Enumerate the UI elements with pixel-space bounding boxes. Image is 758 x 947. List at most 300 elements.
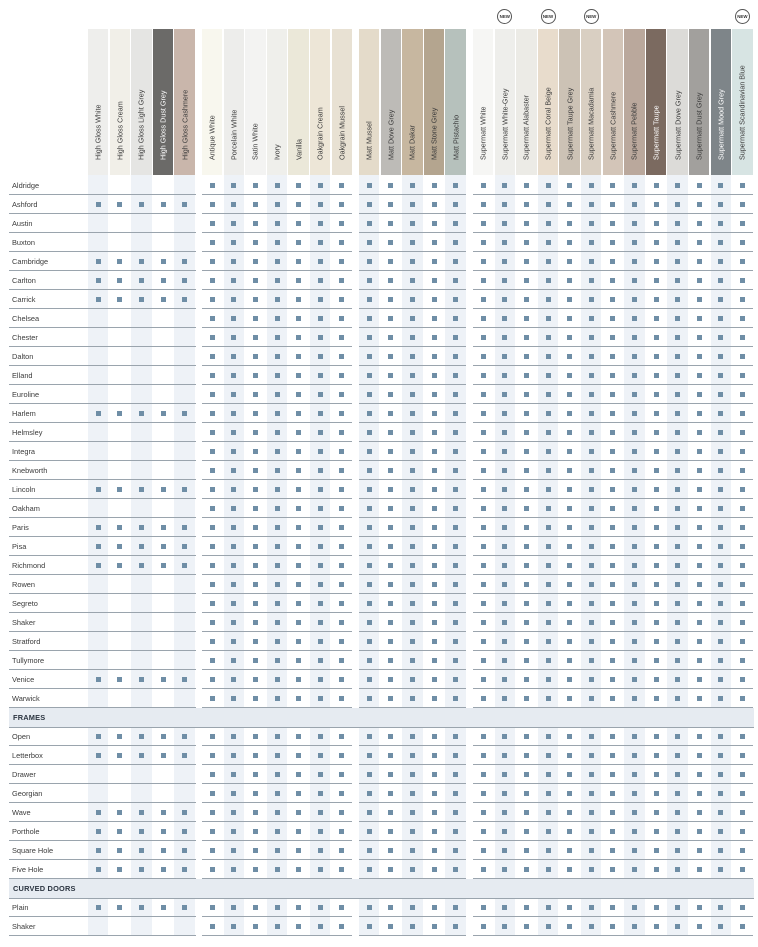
availability-dot xyxy=(502,924,507,929)
availability-dot xyxy=(567,259,572,264)
availability-dot xyxy=(182,525,187,530)
availability-dot xyxy=(253,525,258,530)
availability-dot xyxy=(296,905,301,910)
availability-dot xyxy=(740,791,745,796)
availability-dot xyxy=(96,734,101,739)
availability-dot xyxy=(339,924,344,929)
row-divider xyxy=(473,365,753,366)
availability-dot xyxy=(296,620,301,625)
availability-dot xyxy=(210,791,215,796)
availability-dot xyxy=(453,297,458,302)
availability-dot xyxy=(318,335,323,340)
door-style-label: Segreto xyxy=(12,599,38,608)
availability-dot xyxy=(367,430,372,435)
availability-dot xyxy=(388,677,393,682)
availability-dot xyxy=(117,810,122,815)
availability-dot xyxy=(675,202,680,207)
row-divider xyxy=(359,745,466,746)
availability-dot xyxy=(453,620,458,625)
availability-dot xyxy=(697,924,702,929)
row-divider xyxy=(359,289,466,290)
door-style-label: Shaker xyxy=(12,618,36,627)
availability-dot xyxy=(96,544,101,549)
availability-dot xyxy=(96,297,101,302)
column-header xyxy=(624,29,644,175)
availability-dot xyxy=(610,753,615,758)
availability-dot xyxy=(481,202,486,207)
availability-dot xyxy=(502,810,507,815)
availability-dot xyxy=(718,335,723,340)
availability-dot xyxy=(410,734,415,739)
availability-dot xyxy=(210,563,215,568)
availability-dot xyxy=(481,677,486,682)
availability-dot xyxy=(675,753,680,758)
availability-dot xyxy=(388,468,393,473)
availability-dot xyxy=(546,924,551,929)
availability-dot xyxy=(410,297,415,302)
availability-dot xyxy=(546,848,551,853)
availability-dot xyxy=(453,449,458,454)
availability-dot xyxy=(388,392,393,397)
availability-dot xyxy=(632,506,637,511)
availability-dot xyxy=(410,373,415,378)
row-divider xyxy=(473,517,753,518)
availability-dot xyxy=(231,468,236,473)
availability-dot xyxy=(453,582,458,587)
availability-dot xyxy=(589,259,594,264)
availability-dot xyxy=(275,278,280,283)
row-divider xyxy=(202,745,352,746)
column-label: High Gloss Dust Grey xyxy=(158,90,168,160)
availability-dot xyxy=(367,905,372,910)
availability-dot xyxy=(697,316,702,321)
availability-dot xyxy=(275,601,280,606)
availability-dot xyxy=(718,924,723,929)
availability-dot xyxy=(231,639,236,644)
availability-dot xyxy=(453,658,458,663)
availability-dot xyxy=(502,240,507,245)
availability-dot xyxy=(697,753,702,758)
availability-dot xyxy=(654,335,659,340)
availability-dot xyxy=(275,582,280,587)
availability-dot xyxy=(367,829,372,834)
row-divider xyxy=(359,327,466,328)
availability-dot xyxy=(318,582,323,587)
table-row xyxy=(9,822,199,841)
availability-dot xyxy=(231,582,236,587)
door-style-label: Venice xyxy=(12,675,35,684)
availability-dot xyxy=(610,449,615,454)
availability-dot xyxy=(567,525,572,530)
availability-dot xyxy=(410,810,415,815)
availability-dot xyxy=(339,316,344,321)
availability-dot xyxy=(296,430,301,435)
availability-dot xyxy=(524,449,529,454)
column-header xyxy=(445,29,465,175)
availability-dot xyxy=(524,183,529,188)
availability-dot xyxy=(210,544,215,549)
availability-dot xyxy=(718,392,723,397)
availability-dot xyxy=(231,905,236,910)
availability-dot xyxy=(275,924,280,929)
availability-dot xyxy=(210,335,215,340)
availability-dot xyxy=(117,411,122,416)
availability-dot xyxy=(502,487,507,492)
row-divider xyxy=(202,916,352,917)
availability-dot xyxy=(481,373,486,378)
availability-dot xyxy=(275,791,280,796)
column-label: High Gloss Cashmere xyxy=(180,89,190,160)
availability-dot xyxy=(502,677,507,682)
column-label: Supermatt Pebble xyxy=(629,102,639,160)
availability-dot xyxy=(388,221,393,226)
availability-dot xyxy=(339,620,344,625)
availability-dot xyxy=(524,753,529,758)
availability-dot xyxy=(410,221,415,226)
availability-dot xyxy=(432,753,437,758)
availability-dot xyxy=(453,392,458,397)
availability-dot xyxy=(182,848,187,853)
row-divider xyxy=(202,555,352,556)
availability-dot xyxy=(388,335,393,340)
door-style-label: Austin xyxy=(12,219,33,228)
availability-dot xyxy=(610,696,615,701)
row-divider xyxy=(359,593,466,594)
availability-dot xyxy=(388,202,393,207)
availability-dot xyxy=(182,544,187,549)
availability-dot xyxy=(231,259,236,264)
availability-dot xyxy=(182,810,187,815)
availability-dot xyxy=(632,563,637,568)
availability-dot xyxy=(740,240,745,245)
availability-dot xyxy=(318,202,323,207)
availability-dot xyxy=(675,810,680,815)
availability-dot xyxy=(253,734,258,739)
availability-dot xyxy=(718,506,723,511)
availability-dot xyxy=(589,791,594,796)
availability-dot xyxy=(388,373,393,378)
availability-dot xyxy=(524,487,529,492)
availability-dot xyxy=(675,582,680,587)
availability-dot xyxy=(367,582,372,587)
availability-dot xyxy=(231,392,236,397)
availability-dot xyxy=(718,240,723,245)
availability-dot xyxy=(231,240,236,245)
row-divider xyxy=(473,327,753,328)
availability-dot xyxy=(718,525,723,530)
availability-dot xyxy=(740,544,745,549)
availability-dot xyxy=(567,924,572,929)
availability-dot xyxy=(675,221,680,226)
table-row xyxy=(9,594,199,613)
availability-dot xyxy=(182,753,187,758)
availability-dot xyxy=(567,335,572,340)
availability-dot xyxy=(481,354,486,359)
availability-dot xyxy=(253,297,258,302)
row-divider xyxy=(473,384,753,385)
table-row xyxy=(9,423,199,442)
availability-dot xyxy=(388,525,393,530)
availability-dot xyxy=(632,487,637,492)
availability-dot xyxy=(740,506,745,511)
availability-dot xyxy=(410,183,415,188)
availability-dot xyxy=(339,430,344,435)
availability-dot xyxy=(296,829,301,834)
availability-dot xyxy=(432,677,437,682)
availability-dot xyxy=(275,316,280,321)
availability-dot xyxy=(524,544,529,549)
door-style-label: Richmond xyxy=(12,561,46,570)
availability-dot xyxy=(367,259,372,264)
availability-dot xyxy=(697,335,702,340)
availability-dot xyxy=(546,430,551,435)
availability-dot xyxy=(675,183,680,188)
availability-dot xyxy=(410,240,415,245)
availability-dot xyxy=(589,487,594,492)
availability-dot xyxy=(453,335,458,340)
availability-dot xyxy=(546,449,551,454)
row-divider xyxy=(202,859,352,860)
availability-dot xyxy=(231,449,236,454)
availability-dot xyxy=(161,259,166,264)
availability-dot xyxy=(697,506,702,511)
door-style-label: Five Hole xyxy=(12,865,44,874)
availability-dot xyxy=(546,411,551,416)
availability-dot xyxy=(740,468,745,473)
availability-dot xyxy=(432,259,437,264)
availability-dot xyxy=(210,392,215,397)
availability-dot xyxy=(481,696,486,701)
availability-dot xyxy=(253,373,258,378)
availability-dot xyxy=(318,259,323,264)
availability-dot xyxy=(210,373,215,378)
availability-dot xyxy=(367,639,372,644)
availability-dot xyxy=(275,449,280,454)
availability-dot xyxy=(388,487,393,492)
availability-dot xyxy=(231,677,236,682)
availability-dot xyxy=(367,658,372,663)
door-style-label: Pisa xyxy=(12,542,27,551)
availability-dot xyxy=(589,354,594,359)
availability-dot xyxy=(718,867,723,872)
availability-dot xyxy=(740,772,745,777)
availability-dot xyxy=(96,563,101,568)
availability-dot xyxy=(718,753,723,758)
availability-dot xyxy=(318,297,323,302)
availability-dot xyxy=(697,658,702,663)
availability-dot xyxy=(718,677,723,682)
column-label: Matt Stone Grey xyxy=(429,107,439,160)
availability-dot xyxy=(502,506,507,511)
availability-dot xyxy=(453,829,458,834)
availability-dot xyxy=(275,658,280,663)
availability-dot xyxy=(524,335,529,340)
availability-dot xyxy=(432,696,437,701)
availability-dot xyxy=(610,639,615,644)
availability-dot xyxy=(275,905,280,910)
availability-dot xyxy=(546,905,551,910)
row-divider xyxy=(359,308,466,309)
row-divider xyxy=(359,840,466,841)
availability-dot xyxy=(502,335,507,340)
availability-dot xyxy=(740,677,745,682)
availability-dot xyxy=(740,620,745,625)
availability-dot xyxy=(453,639,458,644)
availability-dot xyxy=(524,202,529,207)
availability-dot xyxy=(410,316,415,321)
availability-dot xyxy=(502,753,507,758)
availability-dot xyxy=(182,677,187,682)
column-header xyxy=(310,29,330,175)
row-divider xyxy=(473,631,753,632)
availability-dot xyxy=(740,354,745,359)
availability-dot xyxy=(275,430,280,435)
availability-dot xyxy=(502,582,507,587)
availability-dot xyxy=(367,848,372,853)
availability-dot xyxy=(675,829,680,834)
availability-dot xyxy=(339,278,344,283)
availability-dot xyxy=(654,905,659,910)
availability-dot xyxy=(654,525,659,530)
section-header xyxy=(9,879,754,899)
availability-dot xyxy=(432,829,437,834)
table-row xyxy=(9,461,199,480)
row-divider xyxy=(359,688,466,689)
availability-dot xyxy=(654,278,659,283)
availability-dot xyxy=(740,753,745,758)
availability-dot xyxy=(253,601,258,606)
availability-dot xyxy=(388,259,393,264)
availability-dot xyxy=(589,544,594,549)
availability-dot xyxy=(697,791,702,796)
availability-dot xyxy=(410,677,415,682)
availability-dot xyxy=(318,563,323,568)
column-header xyxy=(732,29,752,175)
availability-dot xyxy=(610,772,615,777)
availability-dot xyxy=(318,791,323,796)
availability-dot xyxy=(740,392,745,397)
availability-dot xyxy=(410,848,415,853)
availability-dot xyxy=(610,601,615,606)
availability-dot xyxy=(453,221,458,226)
availability-dot xyxy=(546,772,551,777)
availability-dot xyxy=(718,373,723,378)
availability-dot xyxy=(481,430,486,435)
availability-dot xyxy=(567,563,572,568)
column-header xyxy=(495,29,515,175)
row-divider xyxy=(202,498,352,499)
column-label: Supermatt Macadamia xyxy=(586,87,596,160)
row-divider xyxy=(473,498,753,499)
table-row xyxy=(9,860,199,879)
availability-dot xyxy=(410,544,415,549)
availability-dot xyxy=(481,620,486,625)
availability-dot xyxy=(589,240,594,245)
row-divider xyxy=(359,346,466,347)
door-style-label: Plain xyxy=(12,903,29,912)
availability-dot xyxy=(718,411,723,416)
availability-dot xyxy=(182,563,187,568)
row-divider xyxy=(473,783,753,784)
availability-dot xyxy=(432,582,437,587)
availability-dot xyxy=(697,221,702,226)
availability-dot xyxy=(210,354,215,359)
availability-dot xyxy=(432,601,437,606)
availability-dot xyxy=(675,677,680,682)
availability-dot xyxy=(182,278,187,283)
availability-dot xyxy=(410,696,415,701)
column-label: Supermatt White-Grey xyxy=(500,88,510,160)
availability-dot xyxy=(410,563,415,568)
row-divider xyxy=(473,650,753,651)
availability-dot xyxy=(296,373,301,378)
availability-dot xyxy=(339,525,344,530)
availability-dot xyxy=(318,544,323,549)
availability-dot xyxy=(697,449,702,454)
row-divider xyxy=(359,460,466,461)
row-divider xyxy=(359,365,466,366)
availability-dot xyxy=(546,791,551,796)
availability-dot xyxy=(432,810,437,815)
availability-dot xyxy=(318,240,323,245)
table-row xyxy=(9,252,199,271)
availability-dot xyxy=(567,316,572,321)
table-row xyxy=(9,841,199,860)
availability-dot xyxy=(117,905,122,910)
column-label: Satin White xyxy=(250,123,260,160)
availability-dot xyxy=(697,829,702,834)
availability-dot xyxy=(410,601,415,606)
availability-dot xyxy=(718,430,723,435)
availability-dot xyxy=(675,468,680,473)
availability-dot xyxy=(718,829,723,834)
availability-dot xyxy=(567,468,572,473)
availability-dot xyxy=(589,221,594,226)
row-divider xyxy=(202,802,352,803)
availability-dot xyxy=(275,810,280,815)
availability-dot xyxy=(632,753,637,758)
availability-dot xyxy=(524,297,529,302)
availability-dot xyxy=(367,278,372,283)
availability-dot xyxy=(318,183,323,188)
availability-dot xyxy=(388,810,393,815)
availability-dot xyxy=(296,449,301,454)
availability-dot xyxy=(567,848,572,853)
availability-dot xyxy=(275,240,280,245)
availability-dot xyxy=(632,544,637,549)
availability-dot xyxy=(275,563,280,568)
availability-dot xyxy=(210,202,215,207)
availability-dot xyxy=(453,905,458,910)
row-divider xyxy=(202,365,352,366)
availability-dot xyxy=(231,430,236,435)
availability-dot xyxy=(210,221,215,226)
availability-dot xyxy=(675,297,680,302)
availability-dot xyxy=(740,316,745,321)
availability-dot xyxy=(675,335,680,340)
availability-dot xyxy=(610,829,615,834)
row-divider xyxy=(359,916,466,917)
availability-dot xyxy=(318,430,323,435)
column-label: Matt Dakar xyxy=(407,124,417,160)
availability-dot xyxy=(697,601,702,606)
row-divider xyxy=(202,441,352,442)
availability-dot xyxy=(524,658,529,663)
availability-dot xyxy=(367,221,372,226)
availability-dot xyxy=(740,259,745,264)
availability-dot xyxy=(275,867,280,872)
availability-dot xyxy=(697,487,702,492)
